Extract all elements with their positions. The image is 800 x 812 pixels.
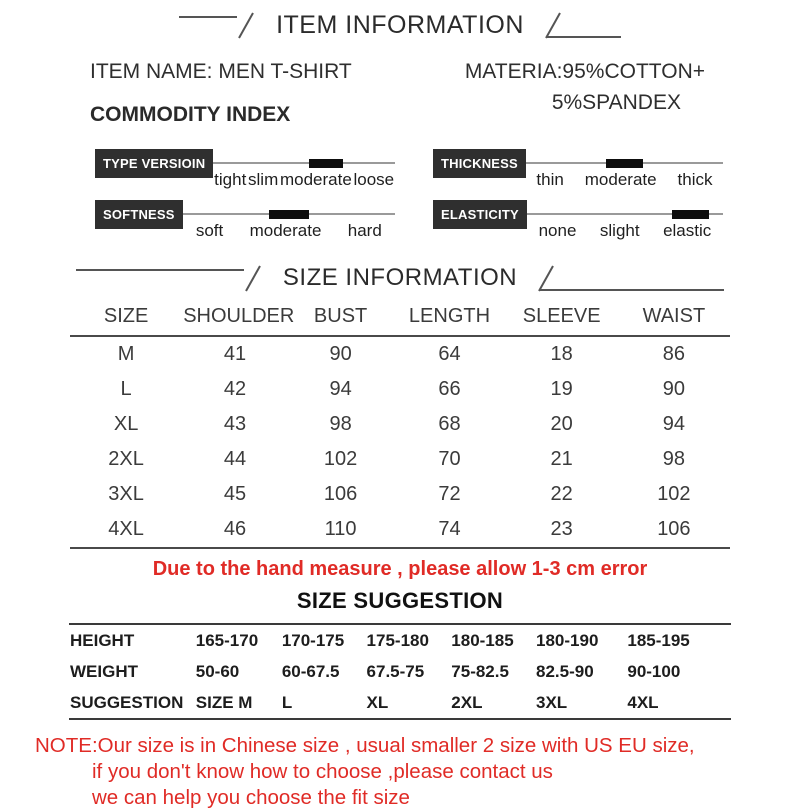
size-cell: 20 [550, 413, 573, 435]
table-row-l [70, 372, 730, 407]
size-cell: 4XL [70, 512, 182, 548]
size-cell: 23 [506, 512, 618, 548]
size-cell: 90 [662, 378, 685, 400]
index-option: elastic [663, 221, 712, 240]
slash-line-left-icon [76, 263, 271, 293]
size-cell: 18 [550, 343, 573, 365]
column-header: SHOULDER [182, 297, 288, 336]
suggestion-cell: WEIGHT [70, 661, 138, 681]
size-cell: 106 [323, 483, 358, 505]
size-information-header [0, 263, 800, 293]
size-cell: 68 [438, 413, 461, 435]
table-row-suggestion [69, 687, 731, 719]
index-track [526, 162, 723, 164]
index-label: ELASTICITY [433, 200, 527, 229]
size-cell: 42 [223, 378, 247, 400]
suggestion-cell: 4XL [627, 692, 659, 712]
index-thickness [433, 149, 723, 190]
size-cell: 90 [329, 343, 352, 365]
suggestion-cell: 60-67.5 [281, 661, 340, 681]
index-option: moderate [584, 170, 657, 189]
index-options [526, 170, 723, 190]
index-options [183, 221, 395, 241]
size-suggestion-table [69, 623, 731, 720]
size-information-title: SIZE INFORMATION [282, 264, 518, 291]
table-row-xl [70, 407, 730, 442]
slash-line-right-icon [529, 263, 724, 293]
size-cell: 45 [223, 483, 247, 505]
size-cell: 110 [288, 512, 394, 548]
index-softness [95, 200, 395, 241]
index-option: slim [248, 170, 279, 189]
table-row-2xl [70, 442, 730, 477]
suggestion-cell: 185-195 [627, 630, 690, 650]
size-cell: 3XL [108, 483, 144, 505]
size-cell: XL [113, 413, 139, 435]
index-marker [309, 159, 344, 168]
size-suggestion-title: SIZE SUGGESTION [296, 588, 504, 613]
size-cell: 72 [438, 483, 461, 505]
suggestion-cell: 175-180 [366, 630, 429, 650]
item-info-block [0, 60, 800, 127]
item-information-header [0, 0, 800, 40]
commodity-index-title: COMMODITY INDEX [90, 103, 291, 126]
size-cell: 106 [618, 512, 730, 548]
suggestion-cell: 165-170 [195, 630, 259, 650]
size-cell: L [120, 378, 132, 400]
size-table [70, 297, 730, 549]
index-label: THICKNESS [433, 149, 526, 178]
index-elasticity [433, 200, 723, 241]
material-line-2: 5%SPANDEX [551, 91, 681, 114]
size-cell: 94 [329, 378, 352, 400]
size-cell: 86 [662, 343, 685, 365]
table-row-weight [69, 656, 731, 687]
size-cell: 74 [393, 512, 505, 548]
index-scale [183, 200, 395, 241]
suggestion-cell: 82.5-90 [536, 661, 594, 681]
suggestion-cell: 90-100 [627, 661, 681, 681]
index-marker [606, 159, 643, 168]
index-marker [269, 210, 309, 219]
size-cell: 44 [223, 448, 247, 470]
index-options [527, 221, 723, 241]
suggestion-cell: 180-190 [536, 630, 599, 650]
index-options [213, 170, 395, 190]
column-header: SLEEVE [506, 297, 618, 336]
index-option: tight [214, 170, 247, 189]
index-option: moderate [249, 221, 322, 240]
index-scale [526, 149, 723, 190]
page-title: ITEM INFORMATION [276, 10, 524, 39]
index-marker [672, 210, 709, 219]
size-cell: 98 [329, 413, 352, 435]
column-header: SIZE [70, 297, 182, 336]
size-cell: 94 [662, 413, 685, 435]
suggestion-cell: 67.5-75 [366, 661, 425, 681]
commodity-index-sliders [0, 149, 800, 241]
index-track [183, 213, 395, 215]
measure-error-note: Due to the hand measure , please allow 1-3 cm error [152, 558, 648, 580]
size-cell: 21 [550, 448, 573, 470]
column-header: WAIST [618, 297, 730, 336]
index-scale [527, 200, 723, 241]
table-row-m [70, 336, 730, 372]
index-label: SOFTNESS [95, 200, 183, 229]
index-option: loose [353, 170, 395, 189]
size-table-header-row [70, 297, 730, 336]
size-cell: 43 [223, 413, 247, 435]
size-cell: 102 [323, 448, 358, 470]
suggestion-cell: 75-82.5 [451, 661, 509, 681]
index-scale [213, 149, 395, 190]
note-line-2: if you don't know how to choose ,please contact us [92, 760, 553, 784]
size-cell: 64 [438, 343, 461, 365]
note-line-1: NOTE:Our size is in Chinese size , usual smaller 2 size with US EU size, [35, 734, 695, 757]
size-cell: M [117, 343, 135, 365]
slash-line-left-icon [179, 10, 264, 40]
suggestion-cell: L [281, 692, 293, 712]
table-row-3xl [70, 477, 730, 512]
size-cell: 98 [662, 448, 685, 470]
table-row-4xl [70, 512, 730, 548]
index-label: TYPE VERSIOIN [95, 149, 213, 178]
column-header: LENGTH [393, 297, 505, 336]
suggestion-cell: 2XL [451, 692, 483, 712]
column-header: BUST [288, 297, 394, 336]
item-name: ITEM NAME: MEN T-SHIRT [90, 60, 352, 83]
suggestion-cell: 170-175 [281, 630, 345, 650]
index-track [213, 162, 395, 164]
index-track [527, 213, 723, 215]
suggestion-cell: 50-60 [195, 661, 240, 681]
size-cell: 2XL [108, 448, 144, 470]
size-cell: 46 [182, 512, 288, 548]
size-cell: 102 [657, 483, 691, 505]
suggestion-cell: XL [366, 692, 389, 712]
suggestion-cell: 3XL [536, 692, 568, 712]
suggestion-cell: SUGGESTION [70, 692, 184, 712]
slash-line-right-icon [536, 10, 621, 40]
size-cell: 41 [223, 343, 247, 365]
note-line-3: we can help you choose the fit size [92, 786, 410, 810]
size-cell: 70 [438, 448, 461, 470]
index-option: hard [347, 221, 382, 240]
index-option: soft [195, 221, 224, 240]
index-option: thin [536, 170, 564, 189]
material-column [465, 60, 705, 127]
index-option: slight [599, 221, 640, 240]
item-name-column [90, 60, 352, 127]
size-cell: 19 [550, 378, 573, 400]
index-type-version [95, 149, 395, 190]
table-row-height [69, 624, 731, 656]
index-option: moderate [279, 170, 352, 189]
material-line-1: MATERIA:95%COTTON+ [464, 60, 705, 83]
size-cell: 22 [550, 483, 573, 505]
index-option: none [538, 221, 577, 240]
size-cell: 66 [438, 378, 461, 400]
index-option: thick [677, 170, 713, 189]
suggestion-cell: SIZE M [195, 692, 253, 712]
suggestion-cell: 180-185 [451, 630, 514, 650]
suggestion-cell: HEIGHT [70, 630, 135, 650]
